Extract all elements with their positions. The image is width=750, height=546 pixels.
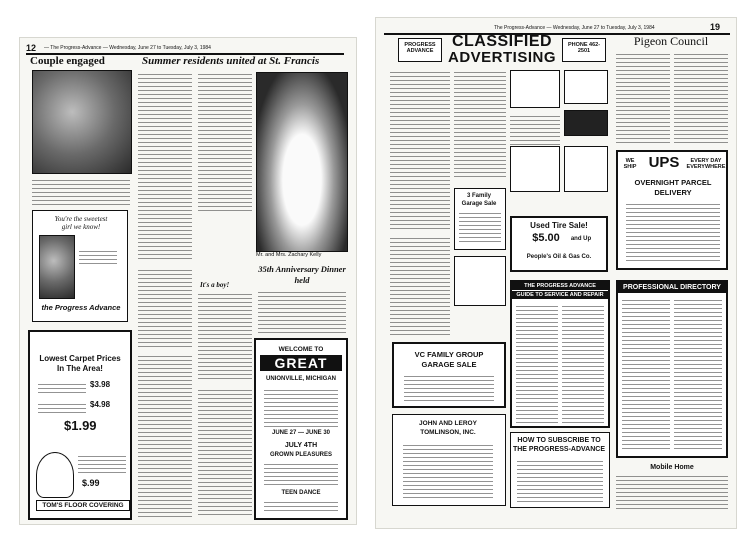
ad-ups-overnight: OVERNIGHT PARCEL DELIVERY (634, 178, 712, 197)
ad-carpet-text2 (38, 402, 86, 416)
ad-ups-logo: UPS (648, 154, 680, 171)
ad-guide-title1: THE PROGRESS ADVANCE (512, 282, 608, 290)
classified-box-d (510, 146, 560, 192)
ad-ups-everywhere: EVERY DAY EVERYWHERE (686, 158, 726, 170)
ad-carpet-price3: $1.99 (64, 418, 97, 433)
ad-sweetest-girl (32, 210, 128, 322)
ear-left-box (398, 38, 442, 62)
classified-title-line2: ADVERTISING (447, 49, 556, 66)
ad-subscribe-line2: THE PROGRESS-ADVANCE (512, 446, 606, 453)
pigeon-col-1 (616, 52, 670, 144)
classified-box-e (564, 146, 608, 192)
ad-carpet-price1: $3.98 (90, 380, 111, 389)
ear-right-box (562, 38, 606, 62)
subhead-its-a-boy: It's a boy! (200, 281, 230, 289)
ad-carpet-text3 (78, 454, 126, 474)
ad-garage-line1: 3 Family (466, 193, 491, 199)
ad-carpet-store: TOM'S FLOOR COVERING (36, 500, 130, 511)
ad-unionville-date: JUNE 27 — JUNE 30 (271, 430, 331, 436)
ad-professional-directory (616, 280, 728, 458)
ad-john-leroy (392, 414, 506, 506)
ad-tire-store: People's Oil & Gas Co. (526, 254, 592, 260)
ad-garage-text (459, 211, 501, 245)
ad-vc-garage-sale (392, 342, 506, 408)
right-page-number: 19 (710, 22, 721, 32)
ear-left-text: PROGRESS ADVANCE (404, 42, 436, 54)
ad-guide-title2: GUIDE TO SERVICE AND REPAIR (512, 291, 608, 299)
ad-unionville-july4: JULY 4TH (284, 442, 318, 449)
ad-johnson-line2: TOMLINSON, INC. (420, 429, 476, 436)
mobile-home-heading: Mobile Home (650, 464, 694, 471)
left-page-number: 12 (26, 43, 37, 53)
ad-directory-col2 (674, 298, 722, 452)
ad-subscribe-form (517, 459, 603, 503)
classified-box-f (454, 256, 506, 306)
ad-sweetest-photo (39, 235, 75, 299)
ad-unionville-text3 (264, 500, 338, 514)
ad-johnson-text (403, 443, 493, 499)
ad-tire-suffix: and Up (570, 236, 592, 242)
ad-sweetest-brand: the Progress Advance (41, 303, 121, 312)
ad-garage-line2: Garage Sale (461, 201, 497, 207)
ad-vc-text (404, 374, 494, 402)
ad-unionville-text1 (264, 388, 338, 428)
wedding-couple-photo (256, 72, 348, 252)
ad-carpet-line1: Lowest Carpet Prices (39, 354, 121, 363)
classified-col-2a (454, 70, 506, 180)
ad-unionville-pleasures: GROWN PLEASURES (269, 452, 332, 458)
ad-carpet-price4: $.99 (82, 478, 100, 488)
classified-title-line1: CLASSIFIED (451, 33, 553, 50)
ad-ups-we-ship: WE SHIP (623, 158, 637, 170)
ad-sweetest-line2: girl we know! (61, 223, 101, 231)
classified-box-a (510, 70, 560, 108)
pigeon-col-2 (674, 52, 728, 144)
ad-sweetest-text (79, 249, 117, 267)
ad-carpet-price2: $4.98 (90, 400, 111, 409)
engaged-story-text (32, 178, 130, 208)
ad-unionville-text2 (264, 462, 338, 486)
classified-box-b (564, 70, 608, 104)
classified-box-c (564, 110, 608, 136)
ad-unionville-welcome: WELCOME TO (278, 346, 324, 353)
right-masthead: The Progress-Advance — Wednesday, June 27 to Tuesday, July 3, 1984 (494, 25, 655, 31)
ad-carpet (28, 330, 132, 520)
story-col-2 (198, 72, 252, 212)
headline-35th-anniversary: 35th Anniversary Dinner held (258, 264, 346, 285)
story-col-1b (138, 268, 192, 348)
ad-tire-price: $5.00 (532, 232, 560, 244)
ad-carpet-mascot-icon (36, 452, 74, 498)
story-col-1 (138, 72, 192, 262)
ad-vc-line1: VC FAMILY GROUP (414, 350, 484, 359)
ad-directory-col1 (622, 298, 670, 452)
classified-col-1b (390, 236, 450, 336)
engaged-couple-photo (32, 70, 132, 174)
ad-subscribe-line1: HOW TO SUBSCRIBE TO (517, 437, 601, 444)
story-col-1c (138, 354, 192, 518)
ad-directory-title: PROFESSIONAL DIRECTORY (618, 282, 726, 293)
ad-service-guide (510, 280, 610, 428)
story-col-2b (198, 292, 252, 382)
ad-garage-small (454, 188, 506, 250)
anniversary-story-text (258, 290, 346, 334)
ad-ups-text (626, 202, 720, 264)
ad-ups (616, 150, 728, 270)
ad-carpet-text1 (38, 382, 86, 396)
ad-carpet-line2: In The Area! (57, 364, 103, 373)
ad-unionville-logo: GREAT (260, 355, 342, 371)
ad-subscribe (510, 432, 610, 508)
left-newspaper-page (20, 38, 356, 524)
left-masthead: — The Progress-Advance — Wednesday, June 27 to Tuesday, July 3, 1984 (44, 45, 211, 51)
wedding-caption: Mr. and Mrs. Zachary Kelly (256, 252, 322, 258)
headline-pigeon-council: Pigeon Council (633, 34, 709, 48)
ad-unionville (254, 338, 348, 520)
ad-johnson-line1: JOHN AND LEROY (419, 420, 477, 427)
ad-guide-col2 (562, 304, 604, 424)
ad-guide-col1 (516, 304, 558, 424)
right-newspaper-page (376, 18, 736, 528)
mobile-home-text (616, 474, 728, 512)
headline-couple-engaged: Couple engaged (30, 55, 105, 67)
headline-summer-residents: Summer residents united at St. Francis (142, 55, 320, 67)
ad-vc-line2: GARAGE SALE (421, 360, 477, 369)
ear-right-text: PHONE 462-2501 (567, 42, 601, 54)
ad-sweetest-line1: You're the sweetest (54, 215, 108, 223)
ad-unionville-teen-dance: TEEN DANCE (281, 490, 321, 496)
ad-tire-line1: Used Tire Sale! (530, 221, 588, 230)
ad-unionville-town: UNIONVILLE, MICHIGAN (266, 376, 336, 382)
ad-used-tire (510, 216, 608, 272)
story-col-2c (198, 388, 252, 518)
classified-col-1a (390, 70, 450, 230)
